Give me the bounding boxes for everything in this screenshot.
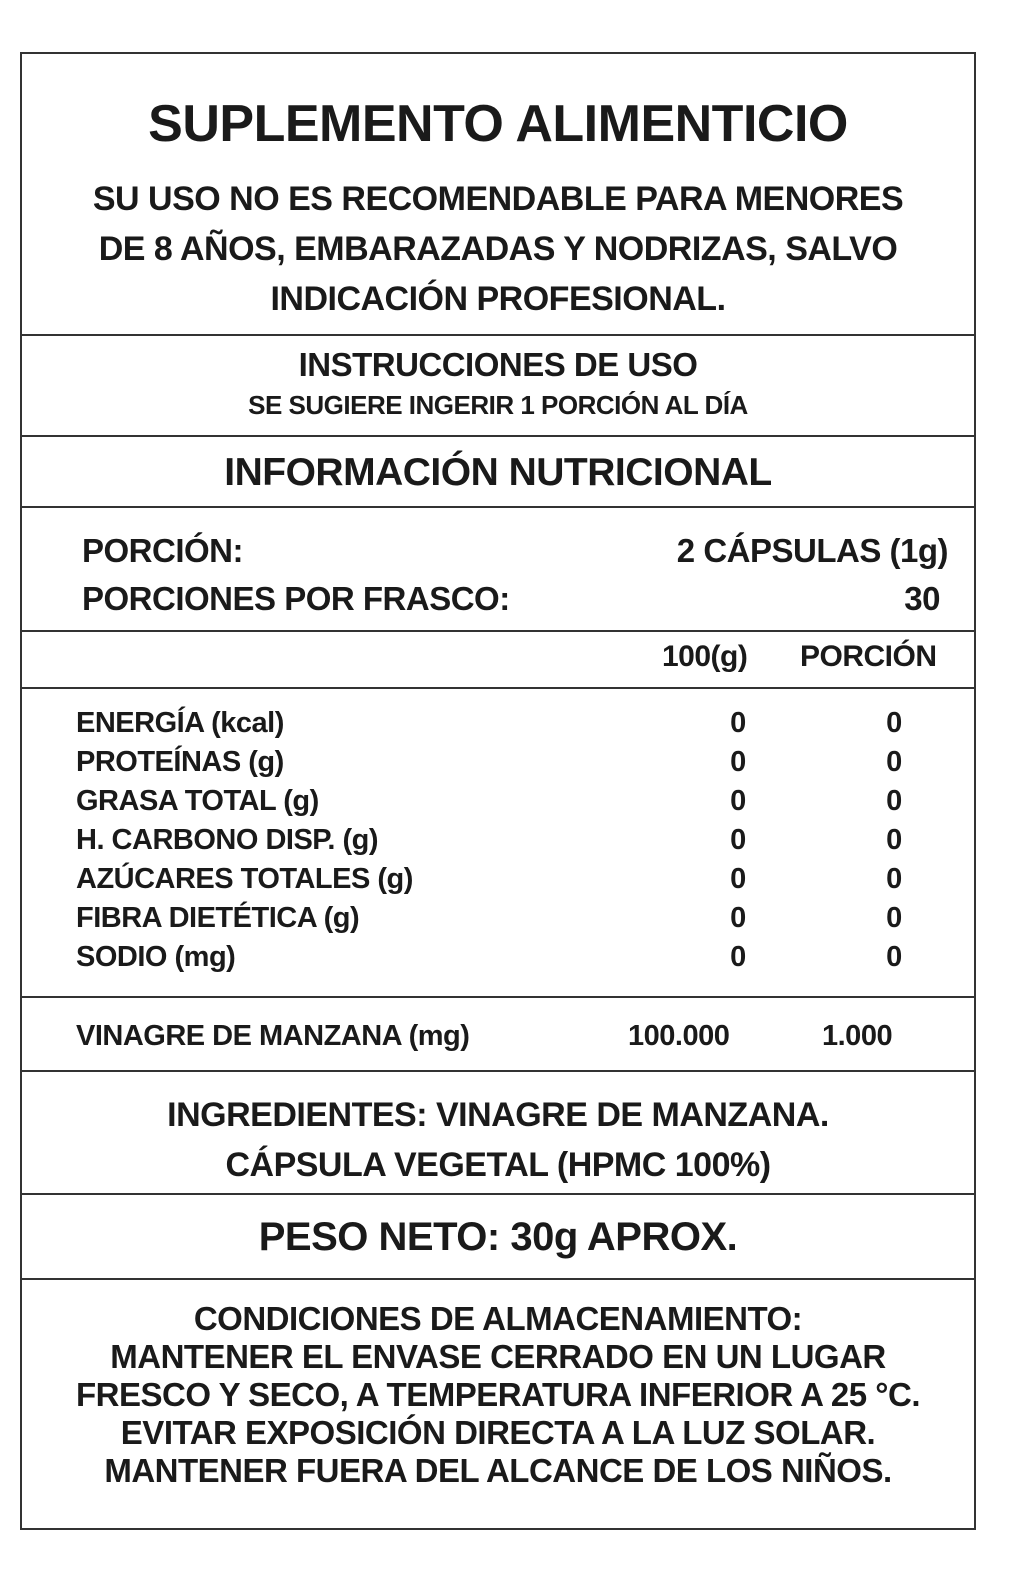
active-ingredient-section	[22, 998, 974, 1072]
nutrient-name: GRASA TOTAL (g)	[76, 785, 319, 817]
nutrient-name: H. CARBONO DISP. (g)	[76, 824, 379, 856]
storage-line-4: EVITAR EXPOSICIÓN DIRECTA A LA LUZ SOLAR.	[120, 1414, 876, 1451]
active-per100: 100.000	[628, 1020, 730, 1052]
storage-line-1: CONDICIONES DE ALMACENAMIENTO:	[193, 1300, 803, 1337]
active-portion: 1.000	[822, 1020, 893, 1052]
nutrient-per100: 0	[730, 863, 746, 895]
nutrient-name: ENERGÍA (kcal)	[76, 707, 284, 739]
nutrient-portion: 0	[886, 785, 902, 817]
nutrient-portion: 0	[886, 863, 902, 895]
storage-line-5: MANTENER FUERA DEL ALCANCE DE LOS NIÑOS.	[104, 1452, 892, 1489]
nutrient-name: FIBRA DIETÉTICA (g)	[76, 902, 360, 934]
nutrition-title: INFORMACIÓN NUTRICIONAL	[224, 451, 772, 494]
warning-line-2: DE 8 AÑOS, EMBARAZADAS Y NODRIZAS, SALVO	[98, 230, 898, 268]
serving-label: PORCIÓN:	[82, 532, 243, 569]
nutrient-per100: 0	[730, 941, 746, 973]
header-section	[22, 54, 974, 336]
ingredients-line-2: CÁPSULA VEGETAL (HPMC 100%)	[225, 1146, 771, 1184]
net-weight: PESO NETO: 30g APROX.	[258, 1215, 738, 1259]
instructions-section	[22, 336, 974, 437]
col-header-portion: PORCIÓN	[800, 640, 937, 673]
servings-per-bottle-label: PORCIONES POR FRASCO:	[82, 580, 510, 617]
nutrient-name: PROTEÍNAS (g)	[76, 746, 284, 778]
nutrient-portion: 0	[886, 746, 902, 778]
storage-line-3: FRESCO Y SECO, A TEMPERATURA INFERIOR A 25 °C.	[75, 1376, 921, 1413]
nutrient-per100: 0	[730, 707, 746, 739]
nutrients-section	[22, 689, 974, 998]
serving-section	[22, 508, 974, 632]
supplement-label	[20, 52, 976, 1530]
net-weight-section	[22, 1195, 974, 1280]
col-header-100g: 100(g)	[662, 640, 748, 673]
nutrient-per100: 0	[730, 785, 746, 817]
nutrient-portion: 0	[886, 902, 902, 934]
nutrient-per100: 0	[730, 902, 746, 934]
servings-per-bottle-value: 30	[904, 580, 940, 617]
nutrient-portion: 0	[886, 941, 902, 973]
nutrition-title-section	[22, 437, 974, 508]
nutrient-name: AZÚCARES TOTALES (g)	[76, 863, 413, 895]
serving-value: 2 CÁPSULAS (1g)	[676, 532, 948, 569]
product-title: SUPLEMENTO ALIMENTICIO	[148, 95, 848, 153]
active-name: VINAGRE DE MANZANA (mg)	[76, 1020, 470, 1052]
warning-line-1: SU USO NO ES RECOMENDABLE PARA MENORES	[92, 180, 904, 218]
column-header-section	[22, 632, 974, 689]
nutrient-per100: 0	[730, 824, 746, 856]
ingredients-section	[22, 1072, 974, 1195]
nutrient-portion: 0	[886, 824, 902, 856]
instructions-title: INSTRUCCIONES DE USO	[298, 346, 698, 383]
nutrient-name: SODIO (mg)	[76, 941, 236, 973]
warning-line-3: INDICACIÓN PROFESIONAL.	[270, 280, 726, 318]
ingredients-line-1: INGREDIENTES: VINAGRE DE MANZANA.	[167, 1096, 829, 1134]
storage-line-2: MANTENER EL ENVASE CERRADO EN UN LUGAR	[110, 1338, 886, 1375]
storage-section	[22, 1280, 974, 1530]
nutrient-portion: 0	[886, 707, 902, 739]
nutrient-per100: 0	[730, 746, 746, 778]
instructions-text: SE SUGIERE INGERIR 1 PORCIÓN AL DÍA	[248, 390, 748, 420]
